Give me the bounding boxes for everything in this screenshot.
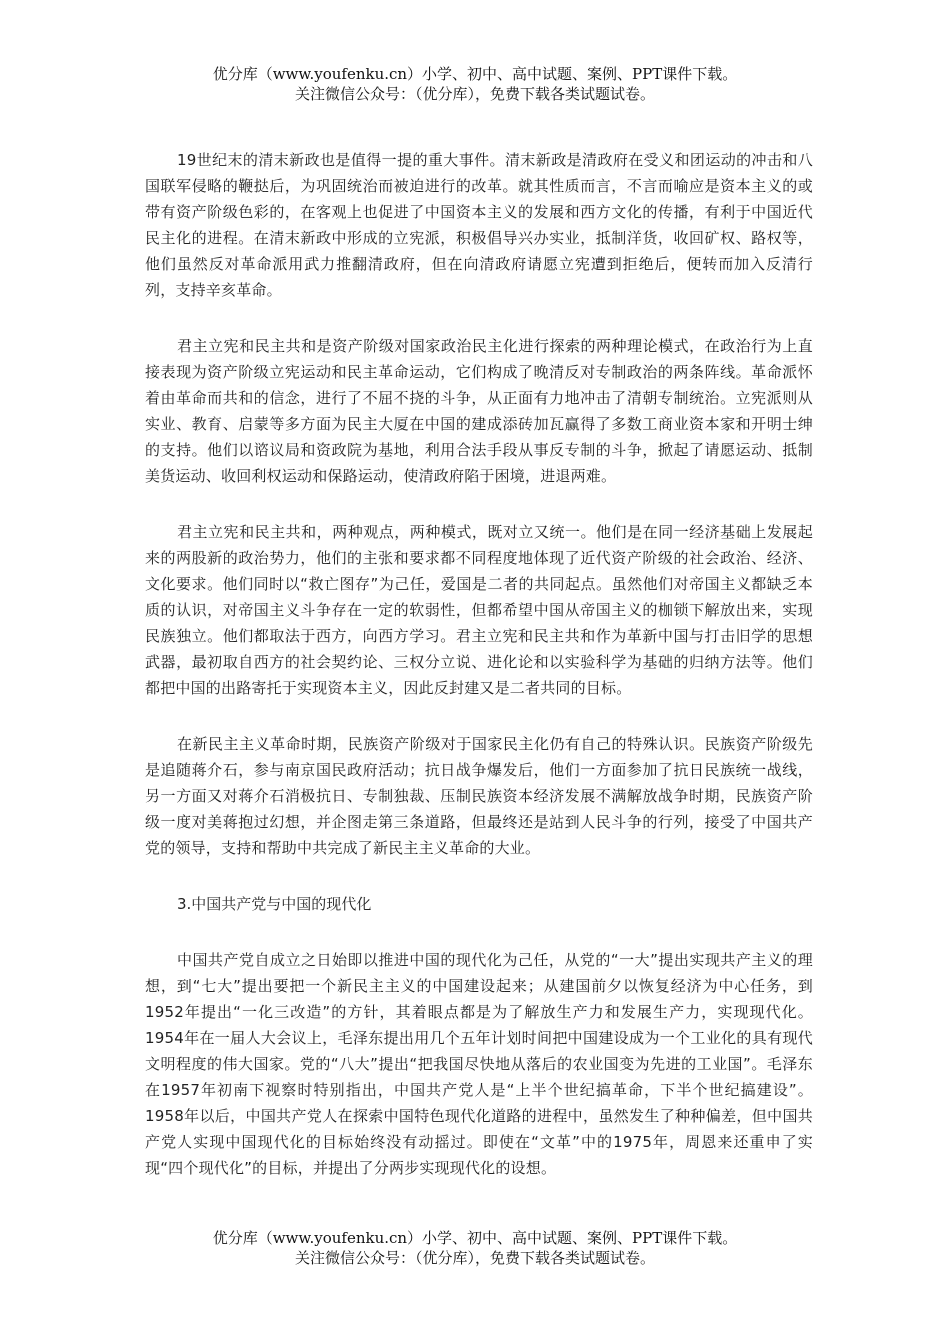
footer-line-2: 关注微信公众号：（优分库），免费下载各类试题试卷。 [294,1249,655,1267]
section-heading: 3.中国共产党与中国的现代化 [177,895,372,913]
document-body [145,147,813,1211]
page-header [0,64,950,104]
paragraph-qing-reform: 19世纪末的清末新政也是值得一提的重大事件。清末新政是清政府在受义和团运动的冲击和八国联军侵略的鞭挞后，为巩固统治而被迫进行的改革。就其性质而言，不言而喻应是资本主义的或带有资产阶级色彩的，在客观上也促进了中国资本主义的发展和西方文化的传播，有利于中国近代民主化的进程。在清末新政中形成的立宪派，积极倡导兴办实业，抵制洋货，收回矿权、路权等，他们虽然反对革命派用武力推翻清政府，但在向清政府请愿立宪遭到拒绝后，便转而加入反清行列，支持辛亥革命。 [145,151,813,299]
paragraph-new-democratic-era: 在新民主主义革命时期，民族资产阶级对于国家民主化仍有自己的特殊认识。民族资产阶级先是追随蒋介石，参与南京国民政府活动；抗日战争爆发后，他们一方面参加了抗日民族统一战线，另一方面又对蒋介石消极抗日、专制独裁、压制民族资本经济发展不满解放战争时期，民族资产阶级一度对美蒋抱过幻想，并企图走第三条道路，但最终还是站到人民斗争的行列，接受了中国共产党的领导，支持和帮助中共完成了新民主主义革命的大业。 [145,735,813,857]
paragraph-cpc-modernization: 中国共产党自成立之日始即以推进中国的现代化为己任，从党的“一大”提出实现共产主义的理想，到“七大”提出要把一个新民主主义的中国建设起来；从建国前夕以恢复经济为中心任务，到1952年提出“一化三改造”的方针，其着眼点都是为了解放生产力和发展生产力，实现现代化。1954年在一届人大会议上，毛泽东提出用几个五年计划时间把中国建设成为一个工业化的具有现代文明程度的伟大国家。党的“八大”提出“把我国尽快地从落后的农业国变为先进的工业国”。毛泽东在1957年初南下视察时特别指出，中国共产党人是“上半个世纪搞革命，下半个世纪搞建设”。1958年以后，中国共产党人在探索中国特色现代化道路的进程中，虽然发生了种种偏差，但中国共产党人实现中国现代化的目标始终没有动摇过。即使在“文革”中的1975年，周恩来还重申了实现“四个现代化”的目标，并提出了分两步实现现代化的设想。 [145,951,813,1177]
header-line-2: 关注微信公众号：（优分库），免费下载各类试题试卷。 [294,85,655,103]
paragraph-constitutional-vs-republic: 君主立宪和民主共和是资产阶级对国家政治民主化进行探索的两种理论模式，在政治行为上直接表现为资产阶级立宪运动和民主革命运动，它们构成了晚清反对专制政治的两条阵线。革命派怀着由革命而共和的信念，进行了不屈不挠的斗争，从正面有力地冲击了清朝专制统治。立宪派则从实业、教育、启蒙等多方面为民主大厦在中国的建成添砖加瓦赢得了多数工商业资本家和开明士绅的支持。他们以谘议局和资政院为基地，利用合法手段从事反专制的斗争，掀起了请愿运动、抵制美货运动、收回利权运动和保路运动，使清政府陷于困境，进退两难。 [145,337,813,485]
page-footer [0,1228,950,1268]
header-line-1: 优分库（www.youfenku.cn）小学、初中、高中试题、案例、PPT课件下载。 [212,65,738,83]
paragraph-two-models: 君主立宪和民主共和，两种观点，两种模式，既对立又统一。他们是在同一经济基础上发展起来的两股新的政治势力，他们的主张和要求都不同程度地体现了近代资产阶级的社会政治、经济、文化要求。他们同时以“救亡图存”为己任，爱国是二者的共同起点。虽然他们对帝国主义都缺乏本质的认识，对帝国主义斗争存在一定的软弱性，但都希望中国从帝国主义的枷锁下解放出来，实现民族独立。他们都取法于西方，向西方学习。君主立宪和民主共和作为革新中国与打击旧学的思想武器，最初取自西方的社会契约论、三权分立说、进化论和以实验科学为基础的归纳方法等。他们都把中国的出路寄托于实现资本主义，因此反封建又是二者共同的目标。 [145,523,813,697]
footer-line-1: 优分库（www.youfenku.cn）小学、初中、高中试题、案例、PPT课件下载。 [212,1229,738,1247]
